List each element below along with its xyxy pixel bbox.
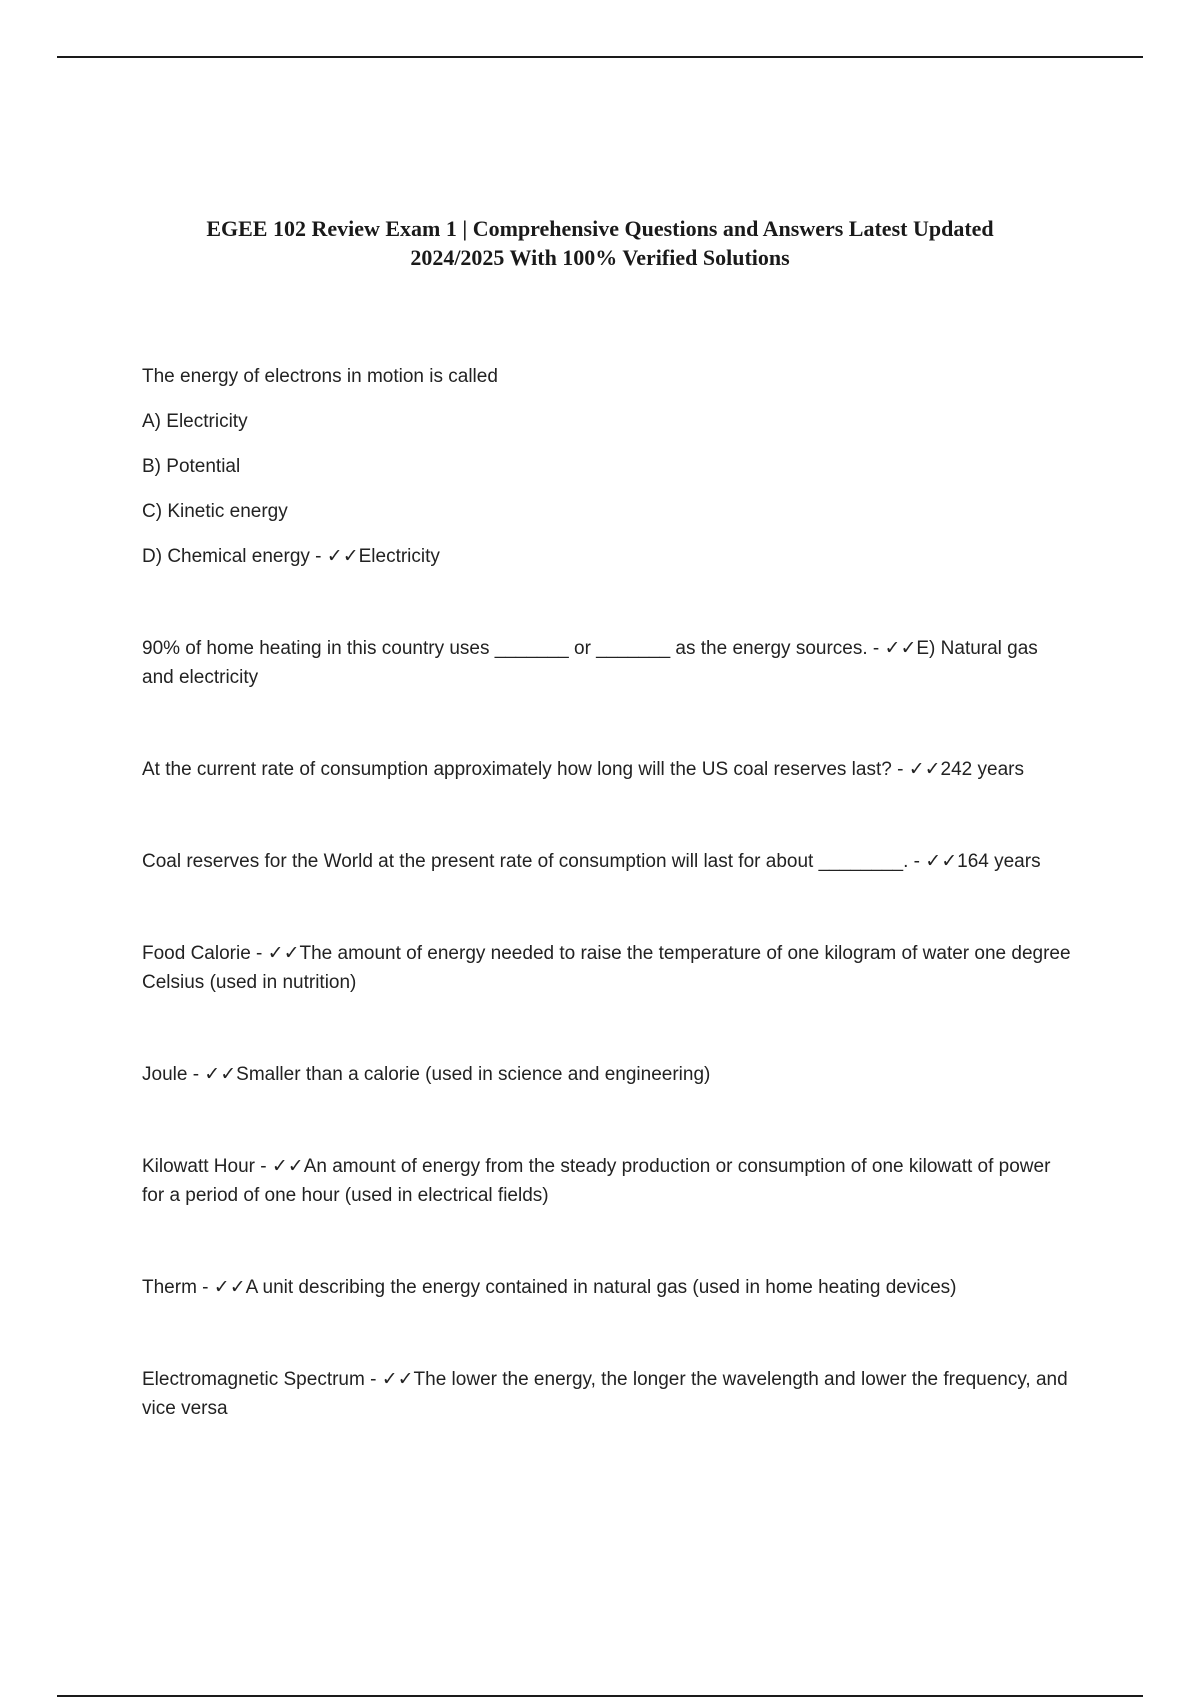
question-6 [142,1060,1072,1089]
question-9-text: Electromagnetic Spectrum - ✓✓The lower the energy, the longer the wavelength and lower the frequency, and vice versa [142,1369,1068,1419]
question-7 [142,1152,1072,1210]
title-line-2: 2024/2025 With 100% Verified Solutions [410,245,790,270]
question-9 [142,1365,1072,1423]
question-8-text: Therm - ✓✓A unit describing the energy contained in natural gas (used in home heating devices) [142,1277,957,1298]
question-1-option-d: D) Chemical energy - ✓✓Electricity [142,546,440,567]
question-5-text: Food Calorie - ✓✓The amount of energy needed to raise the temperature of one kilogram of water one degree Celsius (used in nutrition) [142,943,1071,993]
question-1-stem: The energy of electrons in motion is called [142,366,498,387]
spacer [142,571,1072,634]
question-1-option-a: A) Electricity [142,411,248,432]
question-3 [142,755,1072,784]
question-3-text: At the current rate of consumption approximately how long will the US coal reserves last? - ✓✓242 years [142,759,1024,780]
question-4-text: Coal reserves for the World at the present rate of consumption will last for about ________. - ✓✓164 years [142,851,1041,872]
question-2 [142,634,1072,692]
question-7-text: Kilowatt Hour - ✓✓An amount of energy from the steady production or consumption of one kilowatt of power for a period of one hour (used in electrical fields) [142,1156,1051,1206]
question-1-option-c: C) Kinetic energy [142,501,288,522]
title-line-1: EGEE 102 Review Exam 1 | Comprehensive Questions and Answers Latest Updated [206,216,994,241]
spacer [142,784,1072,847]
document-title [100,214,1100,272]
top-rule [57,56,1143,58]
spacer [142,1210,1072,1273]
question-2-text: 90% of home heating in this country uses _______ or _______ as the energy sources. - ✓✓E) Natural gas and electricity [142,638,1038,688]
spacer [142,997,1072,1060]
spacer [142,1302,1072,1365]
question-list [142,362,1072,1423]
spacer [142,692,1072,755]
spacer [142,1089,1072,1152]
question-1 [142,362,1072,571]
question-1-option-b: B) Potential [142,456,241,477]
question-6-text: Joule - ✓✓Smaller than a calorie (used in science and engineering) [142,1064,711,1085]
question-5 [142,939,1072,997]
bottom-rule [57,1695,1143,1697]
question-4 [142,847,1072,876]
question-8 [142,1273,1072,1302]
spacer [142,876,1072,939]
